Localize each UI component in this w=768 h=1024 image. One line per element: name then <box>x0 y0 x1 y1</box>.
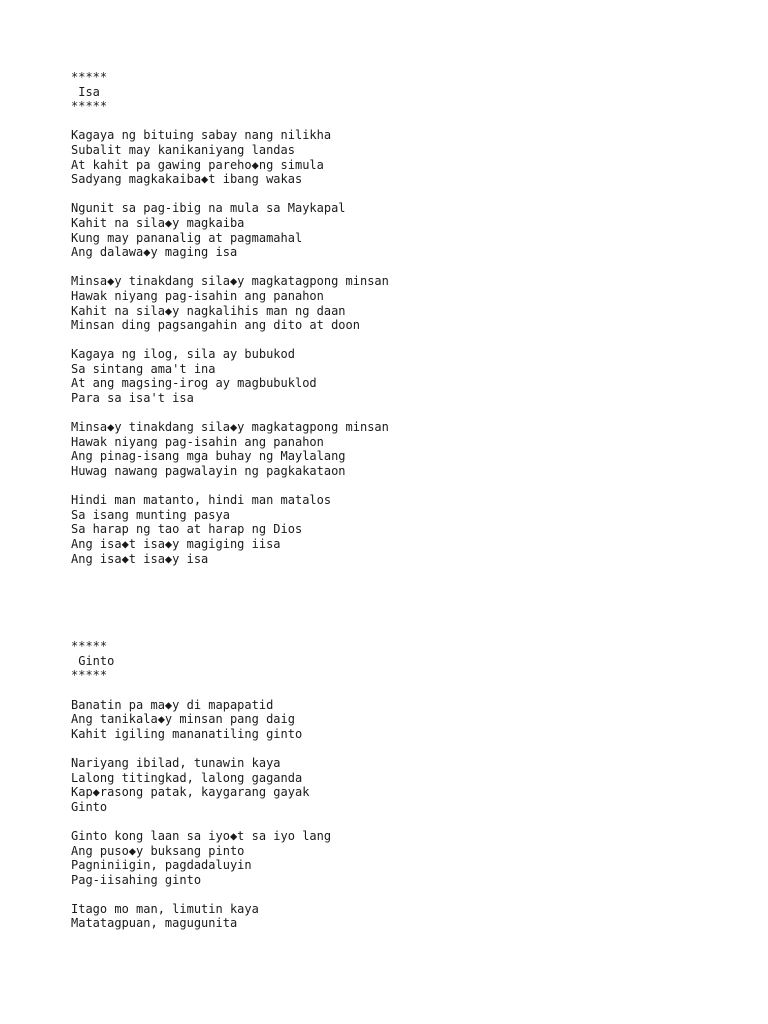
lyric-line: Ang isa◆t isa◆y magiging iisa <box>71 537 281 551</box>
lyric-line: Ang isa◆t isa◆y isa <box>71 551 209 566</box>
lyric-line: Para sa isa't isa <box>71 391 194 406</box>
lyric-line: Kagaya ng ilog, sila ay bubukod <box>71 347 295 362</box>
lyric-line: Kap◆rasong patak, kaygarang gayak <box>71 785 310 800</box>
lyric-line: Pag-iisahing ginto <box>71 872 202 887</box>
lyric-line: Kagaya ng bituing sabay nang nilikha <box>71 128 332 143</box>
song-ginto <box>71 639 748 931</box>
stanza <box>71 201 748 259</box>
lyrics-document <box>71 70 748 931</box>
stanza <box>71 274 748 332</box>
lyric-line: Subalit may kanikaniyang landas <box>71 142 295 157</box>
header-stars-top: ***** <box>71 639 108 654</box>
lyric-line: Sa harap ng tao at harap ng Dios <box>71 522 303 537</box>
lyric-line: Minsa◆y tinakdang sila◆y magkatagpong minsan <box>71 420 389 435</box>
song-title: Ginto <box>71 653 115 668</box>
lyric-line: Ngunit sa pag-ibig na mula sa Maykapal <box>71 201 346 216</box>
stanza <box>71 420 748 478</box>
header-stars-bottom: ***** <box>71 99 108 114</box>
lyric-line: Kahit na sila◆y nagkalihis man ng daan <box>71 303 346 318</box>
song-title: Isa <box>71 84 100 99</box>
header-stars-bottom: ***** <box>71 668 108 683</box>
lyric-line: Matatagpuan, magugunita <box>71 916 238 931</box>
lyric-line: Hindi man matanto, hindi man matalos <box>71 493 332 508</box>
stanza <box>71 698 748 742</box>
lyric-line: At kahit pa gawing pareho◆ng simula <box>71 157 324 172</box>
lyric-line: Kung may pananalig at pagmamahal <box>71 230 303 245</box>
lyric-line: Banatin pa ma◆y di mapapatid <box>71 697 274 712</box>
stanza <box>71 829 748 887</box>
song-isa <box>71 70 748 566</box>
song-header <box>71 70 748 114</box>
lyric-line: Ang puso◆y buksang pinto <box>71 843 245 858</box>
lyric-line: Ang tanikala◆y minsan pang daig <box>71 712 295 727</box>
lyric-line: Nariyang ibilad, tunawin kaya <box>71 755 281 770</box>
lyric-line: Minsa◆y tinakdang sila◆y magkatagpong minsan <box>71 274 389 289</box>
lyric-line: At ang magsing-irog ay magbubuklod <box>71 376 317 391</box>
lyric-line: Sadyang magkakaiba◆t ibang wakas <box>71 172 303 187</box>
lyric-line: Kahit na sila◆y magkaiba <box>71 215 245 230</box>
lyric-line: Ginto <box>71 799 108 814</box>
lyric-line: Huwag nawang pagwalayin ng pagkakataon <box>71 464 346 479</box>
lyric-line: Ang dalawa◆y maging isa <box>71 245 238 260</box>
lyric-line: Ginto kong laan sa iyo◆t sa iyo lang <box>71 828 332 843</box>
stanza <box>71 902 748 931</box>
lyric-line: Hawak niyang pag-isahin ang panahon <box>71 434 324 449</box>
stanza <box>71 493 748 566</box>
lyric-line: Minsan ding pagsangahin ang dito at doon <box>71 318 360 333</box>
lyric-line: Itago mo man, limutin kaya <box>71 901 259 916</box>
stanza <box>71 756 748 814</box>
song-header <box>71 639 748 683</box>
lyric-line: Pagniniigin, pagdadaluyin <box>71 858 252 873</box>
stanza <box>71 128 748 186</box>
stanza <box>71 347 748 405</box>
lyric-line: Hawak niyang pag-isahin ang panahon <box>71 288 324 303</box>
header-stars-top: ***** <box>71 70 108 84</box>
lyric-line: Lalong titingkad, lalong gaganda <box>71 770 303 785</box>
lyric-line: Sa sintang ama't ina <box>71 361 216 376</box>
lyric-line: Kahit igiling mananatiling ginto <box>71 726 303 741</box>
lyric-line: Sa isang munting pasya <box>71 507 230 522</box>
lyric-line: Ang pinag-isang mga buhay ng Maylalang <box>71 449 346 464</box>
